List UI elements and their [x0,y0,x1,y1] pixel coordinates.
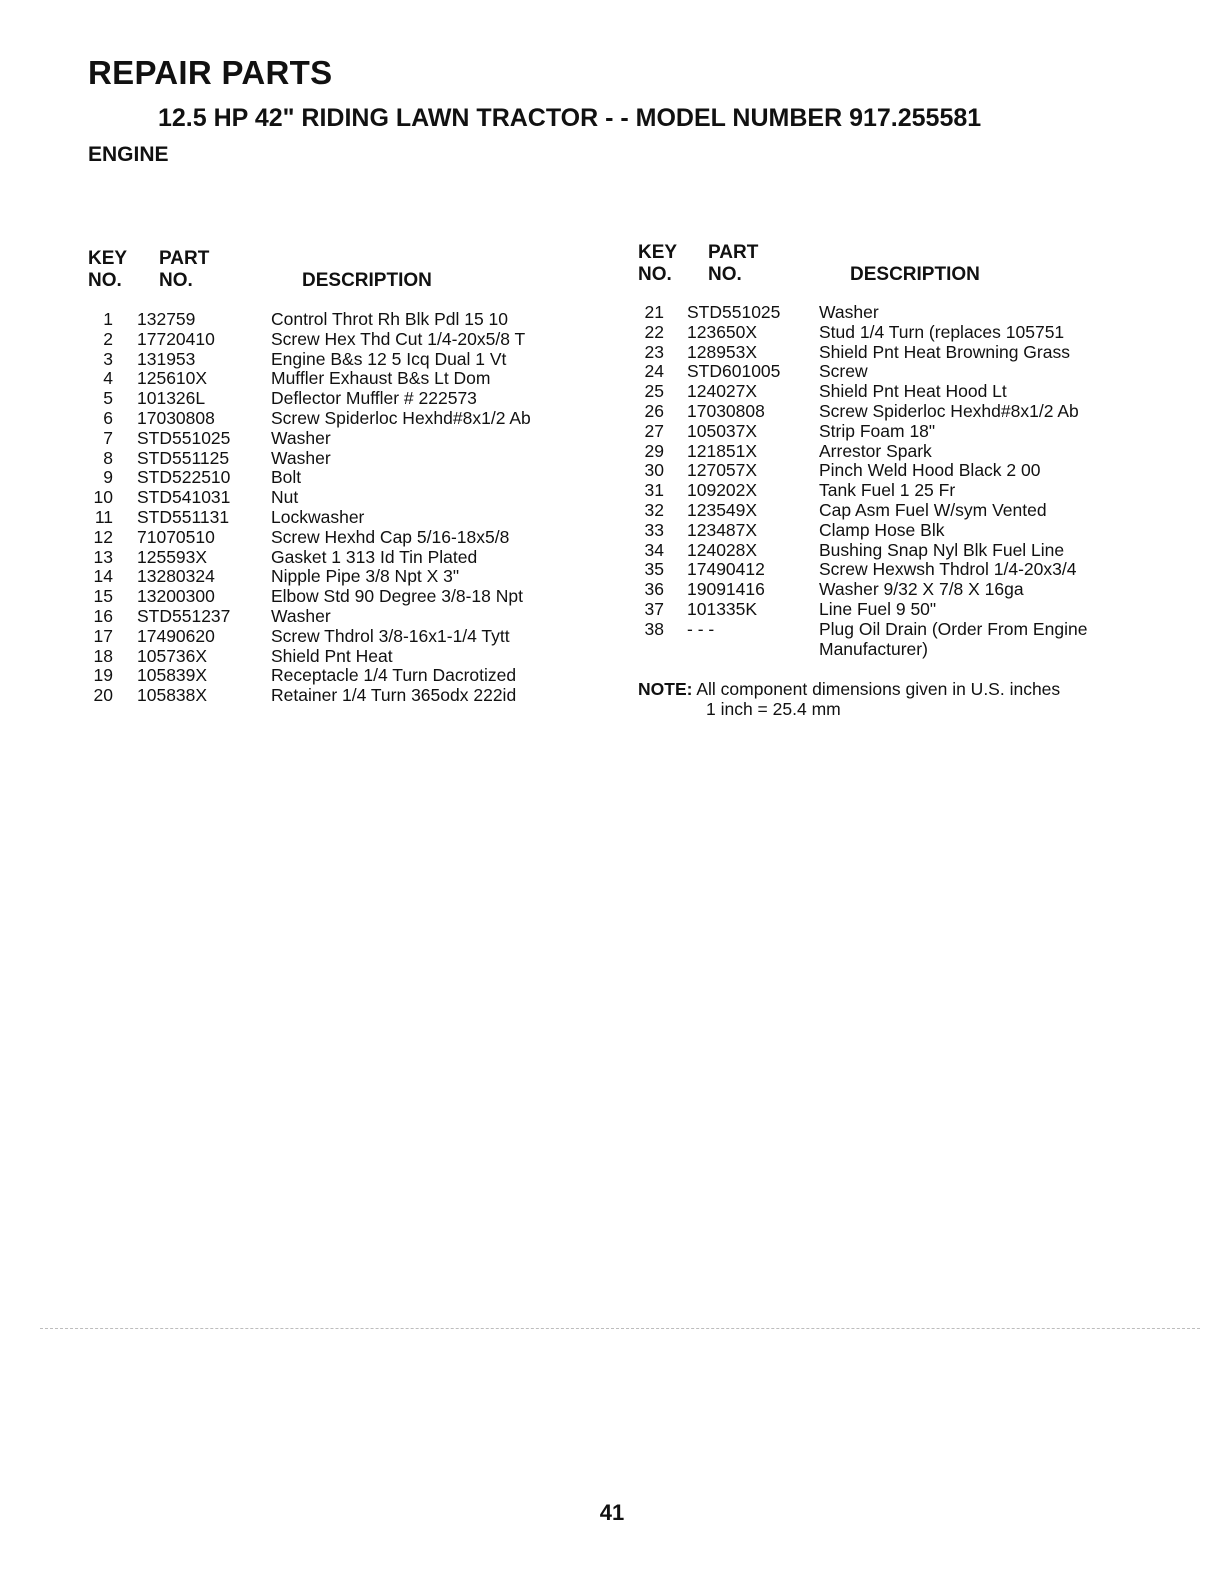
part-row [88,647,588,667]
right-part-header [708,242,758,286]
key-number: 32 [644,499,664,520]
key-number: 27 [644,420,664,441]
part-row [88,528,588,548]
part-description: Line Fuel 9 50" [819,598,937,619]
part-number: 128953X [687,341,758,362]
part-description: Lockwasher [271,506,365,527]
part-number: 17030808 [137,407,215,428]
key-number: 5 [103,388,113,409]
part-row [88,666,588,686]
part-description: Screw Hexwsh Thdrol 1/4-20x3/4 [819,559,1077,580]
key-number: 15 [93,586,113,607]
part-description: Stud 1/4 Turn (replaces 105751 [819,321,1065,342]
key-number: 3 [103,348,113,369]
key-number: 34 [644,539,664,560]
key-number: 6 [103,407,113,428]
part-row [638,541,1158,561]
part-description: Nut [271,487,299,508]
key-header-line1: KEY [88,248,128,269]
part-row [638,501,1158,521]
part-row [88,686,588,706]
part-number: 123650X [687,321,758,342]
part-number: 17030808 [687,400,765,421]
right-key-header [638,242,677,286]
key-number: 31 [644,480,664,501]
key-number: 8 [103,447,113,468]
key-number: 24 [644,361,664,382]
part-number: STD541031 [137,487,231,508]
part-number: 17490412 [687,559,765,580]
part-description: Strip Foam 18" [819,420,936,441]
part-description: Shield Pnt Heat Hood Lt [819,381,1007,402]
key-number: 7 [103,427,113,448]
key-number: 1 [103,309,113,329]
key-header-line2: NO. [638,264,672,285]
part-row [88,508,588,528]
part-number: - - - [687,618,715,639]
part-number: STD601005 [687,361,781,382]
part-number: 124028X [687,539,758,560]
section-heading: ENGINE [88,143,169,166]
key-number: 11 [94,506,113,527]
part-description: Plug Oil Drain (Order From Engine Manufacturer) [819,618,1088,659]
key-number: 38 [644,618,664,639]
part-description: Deflector Muffler # 222573 [271,388,477,409]
key-number: 12 [93,526,113,547]
part-number: 13200300 [137,586,215,607]
key-number: 36 [644,579,664,600]
key-number: 35 [644,559,664,580]
part-row [88,488,588,508]
part-number: STD551131 [137,506,230,527]
part-description: Screw Spiderloc Hexhd#8x1/2 Ab [819,400,1079,421]
part-number: 125610X [137,368,208,389]
part-number: STD551125 [137,447,230,468]
key-number: 30 [644,460,664,481]
part-number: 123487X [687,519,758,540]
part-number: 101326L [137,388,206,409]
right-description-header: DESCRIPTION [850,264,980,285]
part-description: Screw Thdrol 3/8-16x1-1/4 Tytt [271,625,510,646]
key-number: 17 [93,625,113,646]
part-number: 105736X [137,645,208,666]
part-number: STD551237 [137,605,231,626]
part-description: Pinch Weld Hood Black 2 00 [819,460,1041,481]
part-number: 19091416 [687,579,765,600]
part-number: 127057X [687,460,758,481]
part-description: Cap Asm Fuel W/sym Vented [819,499,1047,520]
part-description: Washer 9/32 X 7/8 X 16ga [819,579,1024,600]
right-parts-list [638,303,1158,659]
part-row [638,343,1158,363]
part-number: STD551025 [137,427,231,448]
footer-divider [40,1328,1200,1329]
key-number: 9 [103,467,113,488]
part-number: 105838X [137,685,208,706]
key-number: 22 [644,321,664,342]
key-number: 16 [93,605,113,626]
part-row [88,330,588,350]
part-description: Screw Spiderloc Hexhd#8x1/2 Ab [271,407,531,428]
part-number: 121851X [687,440,758,461]
part-number: 105037X [687,420,758,441]
part-row [638,303,1158,323]
part-number: 105839X [137,665,208,686]
part-number: 71070510 [137,526,215,547]
part-description: Gasket 1 313 Id Tin Plated [271,546,478,567]
part-number: 101335K [687,598,758,619]
page-number: 41 [599,1500,625,1525]
part-row [638,620,1158,660]
part-header-line2: NO. [708,264,742,285]
part-row [88,369,588,389]
part-row [88,587,588,607]
part-description: Arrestor Spark [819,440,932,461]
key-number: 26 [644,400,664,421]
key-number: 18 [93,645,113,666]
part-description: Screw Hexhd Cap 5/16-18x5/8 [271,526,510,547]
part-number: STD551025 [687,302,781,322]
part-row [88,389,588,409]
part-description: Screw [819,361,868,382]
part-number: 124027X [687,381,758,402]
key-number: 19 [93,665,113,686]
part-description: Tank Fuel 1 25 Fr [819,480,956,501]
part-row [638,521,1158,541]
part-number: 131953 [137,348,196,369]
key-number: 10 [93,487,113,508]
part-description: Engine B&s 12 5 Icq Dual 1 Vt [271,348,507,369]
part-description: Shield Pnt Heat [271,645,393,666]
part-row [638,481,1158,501]
part-description: Screw Hex Thd Cut 1/4-20x5/8 T [271,328,526,349]
part-row [638,323,1158,343]
part-number: STD522510 [137,467,231,488]
part-row [88,548,588,568]
part-number: 17490620 [137,625,215,646]
part-row [88,409,588,429]
part-description: Clamp Hose Blk [819,519,945,540]
part-description: Receptacle 1/4 Turn Dacrotized [271,665,517,686]
left-parts-list [88,310,588,706]
part-description: Muffler Exhaust B&s Lt Dom [271,368,491,389]
dimensions-note [638,679,1061,719]
key-number: 14 [93,566,113,587]
key-number: 37 [644,598,664,619]
key-header-line2: NO. [88,270,122,291]
key-number: 21 [644,302,664,322]
part-header-line1: PART [708,242,759,263]
part-row [638,422,1158,442]
part-row [638,461,1158,481]
part-description: Washer [271,605,331,626]
part-row [88,429,588,449]
part-number: 123549X [687,499,758,520]
part-row [638,600,1158,620]
page-title: REPAIR PARTS [88,54,333,91]
part-number: 132759 [137,309,196,329]
key-number: 25 [644,381,664,402]
part-description: Shield Pnt Heat Browning Grass [819,341,1070,362]
part-description: Retainer 1/4 Turn 365odx 222id [271,685,517,706]
key-number: 33 [644,519,664,540]
part-number: 125593X [137,546,208,567]
key-header-line1: KEY [638,242,678,263]
part-row [88,627,588,647]
left-description-header: DESCRIPTION [302,270,432,291]
part-header-line1: PART [159,248,210,269]
part-description: Elbow Std 90 Degree 3/8-18 Npt [271,586,523,607]
part-description: Washer [271,447,331,468]
note-line2: 1 inch = 25.4 mm [706,698,841,719]
note-label: NOTE: [638,679,693,699]
part-row [638,362,1158,382]
part-row [88,468,588,488]
part-description: Washer [271,427,331,448]
key-number: 4 [103,368,113,389]
part-number: 109202X [687,480,758,501]
part-description: Bushing Snap Nyl Blk Fuel Line [819,539,1065,560]
part-number: 13280324 [137,566,215,587]
part-description: Washer [819,302,879,322]
part-row [638,382,1158,402]
part-description: Control Throt Rh Blk Pdl 15 10 [271,309,509,329]
part-row [88,350,588,370]
part-header-line2: NO. [159,270,193,291]
part-row [88,567,588,587]
left-part-header [159,248,209,292]
part-row [88,310,588,330]
part-row [638,402,1158,422]
part-row [638,580,1158,600]
part-row [88,607,588,627]
part-number: 17720410 [137,328,215,349]
part-row [638,442,1158,462]
key-number: 23 [644,341,664,362]
key-number: 20 [93,685,113,706]
part-row [638,560,1158,580]
part-description: Nipple Pipe 3/8 Npt X 3" [271,566,460,587]
model-subtitle: 12.5 HP 42" RIDING LAWN TRACTOR - - MODEL NUMBER 917.255581 [158,104,982,132]
part-row [88,449,588,469]
left-key-header [88,248,127,292]
key-number: 13 [93,546,113,567]
part-description: Bolt [271,467,302,488]
key-number: 29 [644,440,664,461]
note-line1: All component dimensions given in U.S. inches [696,679,1061,699]
key-number: 2 [103,328,113,349]
